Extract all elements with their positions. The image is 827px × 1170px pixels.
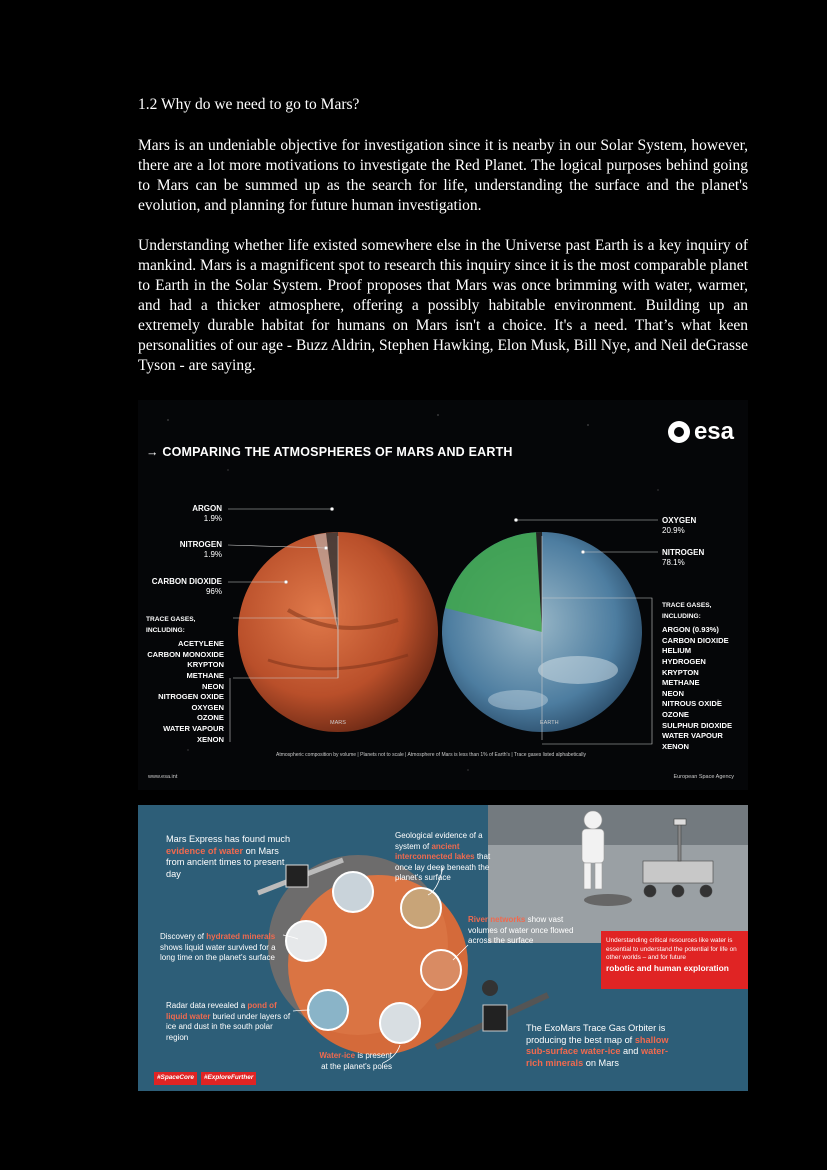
infographic-caption: Atmospheric composition by volume | Planets not to scale | Atmosphere of Mars is less than 1% of Earth's | Trace gases listed alphabetically (276, 752, 586, 758)
mars-trace-gases: TRACE GASES, INCLUDING: ACETYLENE CARBON MONOXIDE KRYPTON METHANE NEON NITROGEN OXIDE OXYGEN OZONE WATER VAPOUR XENON (146, 616, 224, 744)
earth-nitrogen-label: NITROGEN 78.1% (662, 548, 705, 567)
mars-argon-label: ARGON 1.9% (192, 504, 222, 523)
esa-url: www.esa.int (148, 774, 178, 780)
rivers-circle (421, 950, 461, 990)
infographic-title: → COMPARING THE ATMOSPHERES OF MARS AND EARTH (146, 445, 513, 459)
rivers-text: River networks show vast volumes of water once flowed across the surface (468, 915, 574, 945)
lakes-text: Geological evidence of a system of ancient interconnected lakes that once lay deep beneath the planet's surface (395, 831, 491, 882)
esa-atmosphere-infographic (138, 400, 748, 790)
mars-label: MARS (330, 720, 346, 726)
earth-label: EARTH (540, 720, 559, 726)
earth-oxygen-label: OXYGEN 20.9% (662, 516, 697, 535)
earth-trace-gases: TRACE GASES, INCLUDING: ARGON (0.93%) CARBON DIOXIDE HELIUM HYDROGEN KRYPTON METHANE NEON NITROUS OXIDE OZONE SULPHUR DIOXIDE WATER VAPOUR XENON (662, 602, 733, 751)
express-text: Mars Express has found much evidence of water on Mars from ancient times to present day (166, 834, 291, 879)
minerals-circle (286, 921, 326, 961)
paragraph-intro: Mars is an undeniable objective for investigation since it is nearby in our Solar System, however, there are a lot more motivations to investigate the Red Planet. The logical purposes behind going to Mars can be summed up as the search for life, understanding the surface and the planet's evolution, and planning for future human investigation. (138, 137, 748, 214)
pond-circle (308, 990, 348, 1030)
esa-logo: esa (668, 418, 734, 446)
hashtags (154, 1072, 256, 1085)
ice-text: Water-ice is present at the planet's poles (319, 1051, 392, 1071)
ice-crystals-circle (333, 872, 373, 912)
hashtag-spacecore: #SpaceCore (154, 1072, 197, 1085)
polar-ice-circle (380, 1003, 420, 1043)
mars-co2-label: CARBON DIOXIDE 96% (151, 577, 222, 596)
hashtag-explorefurther: #ExploreFurther (201, 1072, 256, 1085)
pond-text: Radar data revealed a pond of liquid water buried under layers of ice and dust in the south polar region (166, 1001, 291, 1042)
esa-logo-icon (668, 421, 690, 443)
exploration-callout: Understanding critical resources like water is essential to understand the potential for life on other worlds – and for future robotic and human exploration (601, 931, 748, 989)
minerals-text: Discovery of hydrated minerals shows liquid water survived for a long time on the planet's surface (160, 932, 276, 962)
section-heading: 1.2 Why do we need to go to Mars? (138, 96, 360, 113)
lakes-circle (401, 888, 441, 928)
water-on-mars-infographic (138, 805, 748, 1091)
esa-agency-name: European Space Agency (673, 774, 734, 780)
paragraph-life: Understanding whether life existed somewhere else in the Universe past Earth is a key inquiry of mankind. Mars is a magnificent spot to research this inquiry since it is the most comparable planet to Earth in the Solar System. Proof proposes that Mars was once brimming with water, warmer, and had a thicker atmosphere, offering a possibly habitable environment. Building up an extremely durable habitat for humans on Mars isn't a choice. It's a need. That’s what keen personalities of our age - Buzz Aldrin, Stephen Hawking, Elon Musk, Bill Nye, and Neil deGrasse Tyson - are saying. (138, 237, 748, 374)
orbiter-text: The ExoMars Trace Gas Orbiter is producing the best map of shallow sub-surface water-ice and water-rich minerals on Mars (526, 1023, 669, 1068)
mars-nitrogen-label: NITROGEN 1.9% (179, 540, 222, 559)
